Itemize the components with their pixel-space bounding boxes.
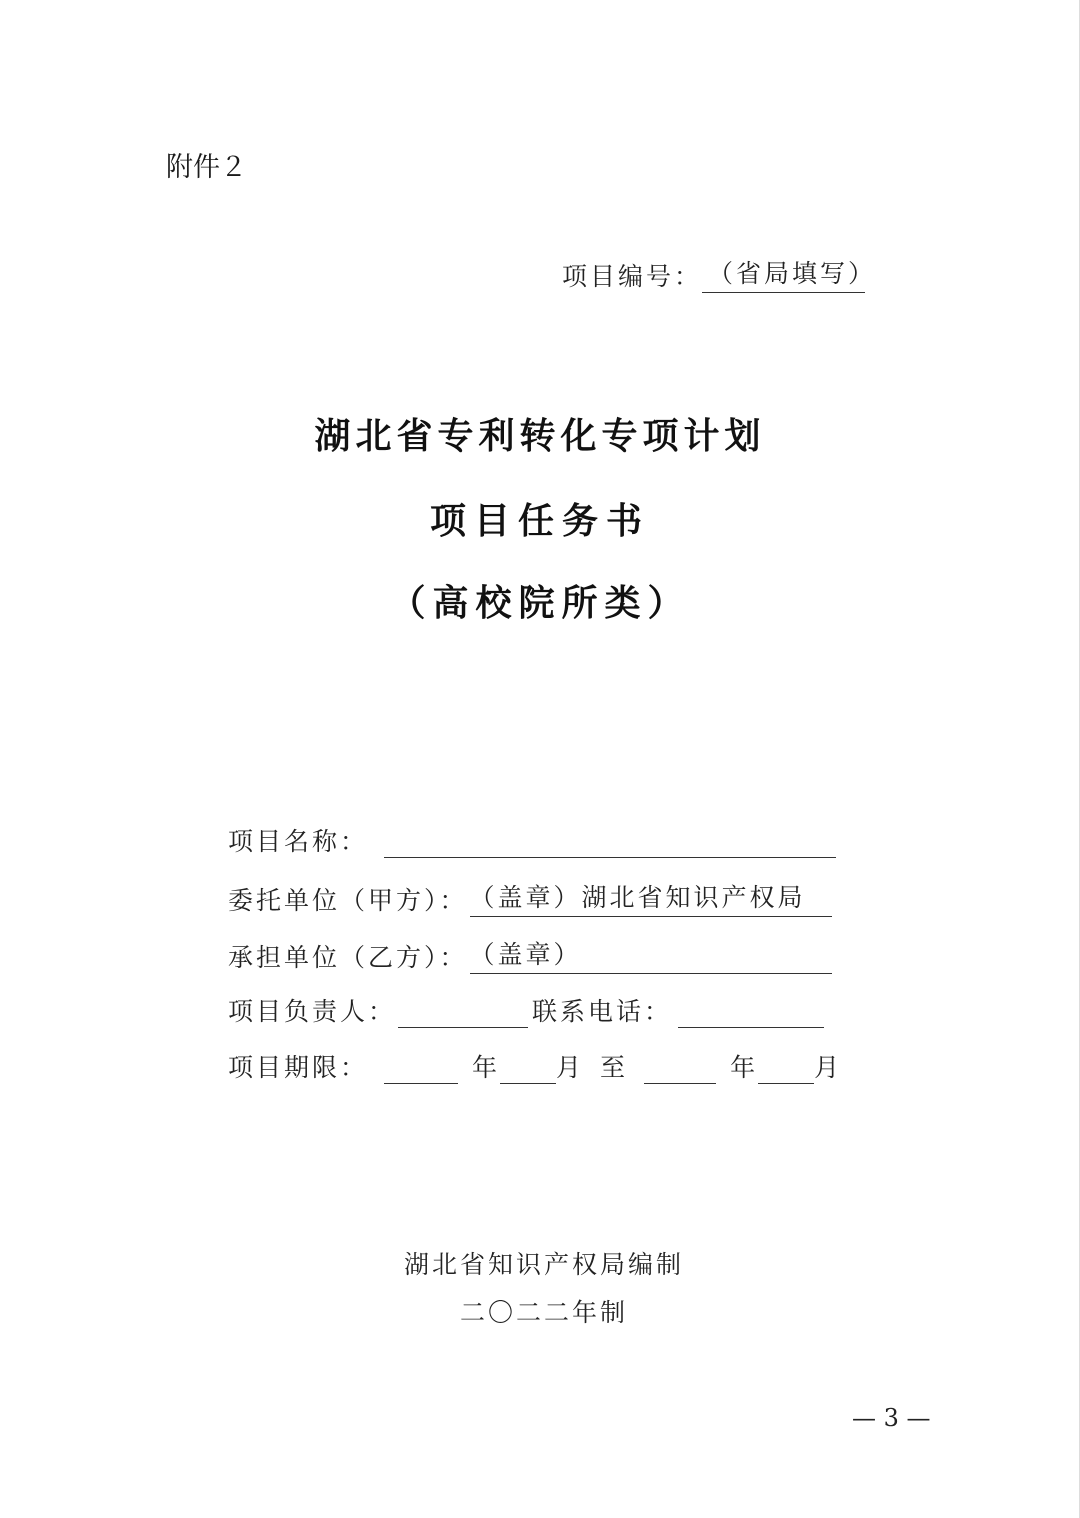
project-number-label: 项目编号： xyxy=(562,262,703,291)
end-year-unit: 年 xyxy=(730,1053,759,1082)
page-number: — 3 — xyxy=(852,1404,931,1432)
period-label: 项目期限： xyxy=(228,1053,369,1082)
project-number xyxy=(562,254,877,293)
client-row xyxy=(228,878,832,917)
start-year-unit: 年 xyxy=(472,1053,501,1082)
client-label: 委托单位（甲方）： xyxy=(228,886,468,915)
attachment-label: 附件２ xyxy=(166,152,247,183)
end-month-field[interactable] xyxy=(758,1057,814,1084)
period-row xyxy=(228,1048,842,1084)
project-name-label: 项目名称： xyxy=(228,827,369,856)
leader-label: 项目负责人： xyxy=(228,997,397,1026)
project-name-row xyxy=(228,822,836,858)
document-title-line3: （高校院所类） xyxy=(389,583,691,624)
phone-field[interactable] xyxy=(678,1001,824,1028)
document-title-line1: 湖北省专利转化专项计划 xyxy=(314,416,766,457)
end-year-field[interactable] xyxy=(644,1057,716,1084)
phone-label: 联系电话： xyxy=(532,997,673,1026)
client-value: （盖章）湖北省知识产权局 xyxy=(470,878,832,917)
document-title-line2: 项目任务书 xyxy=(429,501,650,542)
start-month-unit: 月 xyxy=(556,1053,585,1082)
contractor-label: 承担单位（乙方）： xyxy=(228,943,468,972)
year-line: 二〇二二年制 xyxy=(459,1298,628,1327)
project-number-value: （省局填写） xyxy=(702,254,865,293)
contractor-field[interactable]: （盖章） xyxy=(470,935,832,974)
project-name-field[interactable] xyxy=(384,831,836,858)
leader-row xyxy=(228,992,824,1028)
end-month-unit: 月 xyxy=(814,1053,843,1082)
start-month-field[interactable] xyxy=(500,1057,556,1084)
leader-field[interactable] xyxy=(398,1001,528,1028)
to-label: 至 xyxy=(600,1053,629,1082)
issuer-line: 湖北省知识产权局编制 xyxy=(403,1250,684,1279)
contractor-row xyxy=(228,935,832,974)
start-year-field[interactable] xyxy=(384,1057,458,1084)
